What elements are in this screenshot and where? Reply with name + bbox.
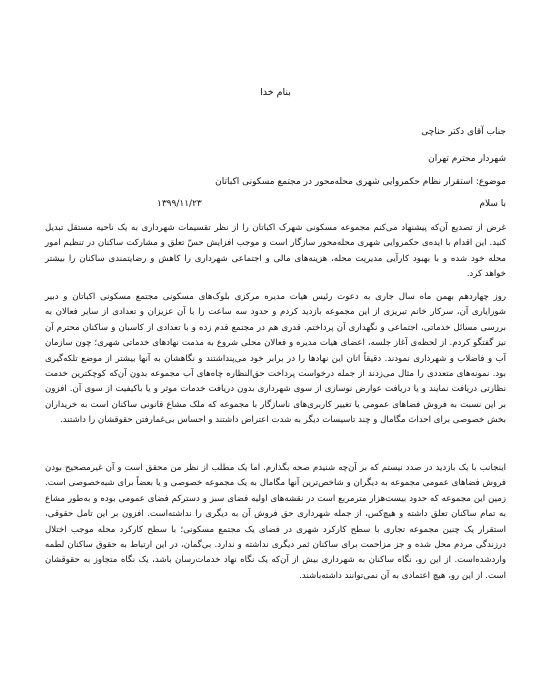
- salutation-god: بنام خدا: [260, 87, 291, 98]
- letter-subject: موضوع: استقرار نظام حکمروایی شهری محله‌محور در مجتمع مسکونی اکباتان: [215, 177, 506, 187]
- paragraph-1: غرض از تصدیع آن‌که پیشنهاد می‌کنم مجموعه مسکونی شهرک اکباتان را از نظر تقسیمات شهرداری به یک ناحیه مستقل تبدیل کنید. این اقدام با ایده‌ی حکمروایی شهری محله‌محور سازگار است و موجب افزایش حسّ تعلق و مشارکت ساکنان در تنظیم امور محله خود شده و با بهبود کارآیی مدیریت محله، هزینه‌های مالی و اجتماعی شهرداری را کاهش و رضایتمندی ساکنان را بیشتر خواهد کرد.: [45, 223, 506, 280]
- paragraph-3: اینجانب با یک بازدید در صدد نیستم که بر آن‌چه شنیدم صحه بگذارم. اما یک مطلب از نظر من محقق است و آن غیرمصحیح بودن فروش فضاهای عمومی مجموعه به دیگران و شاخص‌ترین آنها مگامال به یک مجموعه خصوصی و یا بعضاً برای شبه‌خصوصی است. زمین این مجموعه که حدود بیست‌هزار مترمربع است در نقشه‌های اولیه فضای سبز و دسترکم فضای عمومی بوده و به‌طور مشاع به تمام ساکنان تعلق داشته و هیچ‌کس، از جمله شهرداری حق فروش آن به دیگری را نداشته‌است. افزون بر این تامل حقوقی، استقرار یک چنین مجموعه تجاری با سطح کارکرد شهری در فضای یک مجتمع مسکونی؛ با سطح کارکرد محله موجب اختلال درزندگی مردم محل شده و جز مزاحمت برای ساکنان ثمر دیگری نداشته و ندارد. بی‌گمان، در این ارتباط به حقوق ساکنان لطمه واردشده‌است. از این رو، نگاه ساکنان به شهرداری بیش از آن‌که یک نگاه نهاد خدمات‌رسان باشد، یک نگاه متجاوز به حقوقشان است. از این رو، هیچ اعتمادی به آن نمی‌توانند داشته‌باشند.: [45, 463, 506, 581]
- letter-date: ۱۳۹۹/۱۱/۲۳: [157, 199, 202, 209]
- greeting: با سلام: [479, 199, 506, 209]
- paragraph-2: روز چهاردهم بهمن ماه سال جاری به دعوت رئیس هیات مدیره مرکزی بلوک‌های مسکونی مجتمع مسکونی اکباتان و دبیر شورایاری آن، سرکار خانم تبریزی از این مجموعه بازدید کردم و حدود سه ساعت را با آن عزیزان و تعدادی از سایر فعالان به بررسی مسائل خدماتی، اجتماعی و نگهداری آن پرداختم. قدری هم در مجتمع قدم زده و با تعدادی از کاسبان و ساکنان محترم آن نیز گفتگو کردم. از لحظه‌ی آغاز جلسه، اعضای هیات مدیره و فعالان محلی شروع به مذمت نهادهای خدماتی شهری؛ چون سازمان آب و فاضلاب و شهرداری نمودند. دقیقاً اتان این نهادها را در برابر خود می‌پنداشتند و نگاهشان به آنها بیشتر از موضع تلکه‌گیری بود. نمونه‌های متعددی را مثال می‌زدند از جمله درخواست پرداخت حق‌النظاره چاه‌های آب مجموعه بدون آن‌که کوچکترین خدمت نظارتی دریافت نمایند و یا دریافت عوارض نوسازی از سوی شهرداری بدون دریافت خدمات موثر و یا باکیفیت از سوی آن. افزون بر این نسبت به فروش فضاهای عمومی یا تغییر کاربری‌های ناسازگار با مجموعه که ملک مشاع قانونی ساکنان است به خریداران بخش خصوصی برای احداث مگامال و چند تاسیسات دیگر به شدت اعتراض داشتند و احساس بی‌غمارفتن حقوقشان را داشتند.: [45, 292, 506, 426]
- recipient-title: شهردار محترم تهران: [428, 154, 506, 164]
- recipient-name: جناب آقای دکتر حناچی: [421, 127, 506, 137]
